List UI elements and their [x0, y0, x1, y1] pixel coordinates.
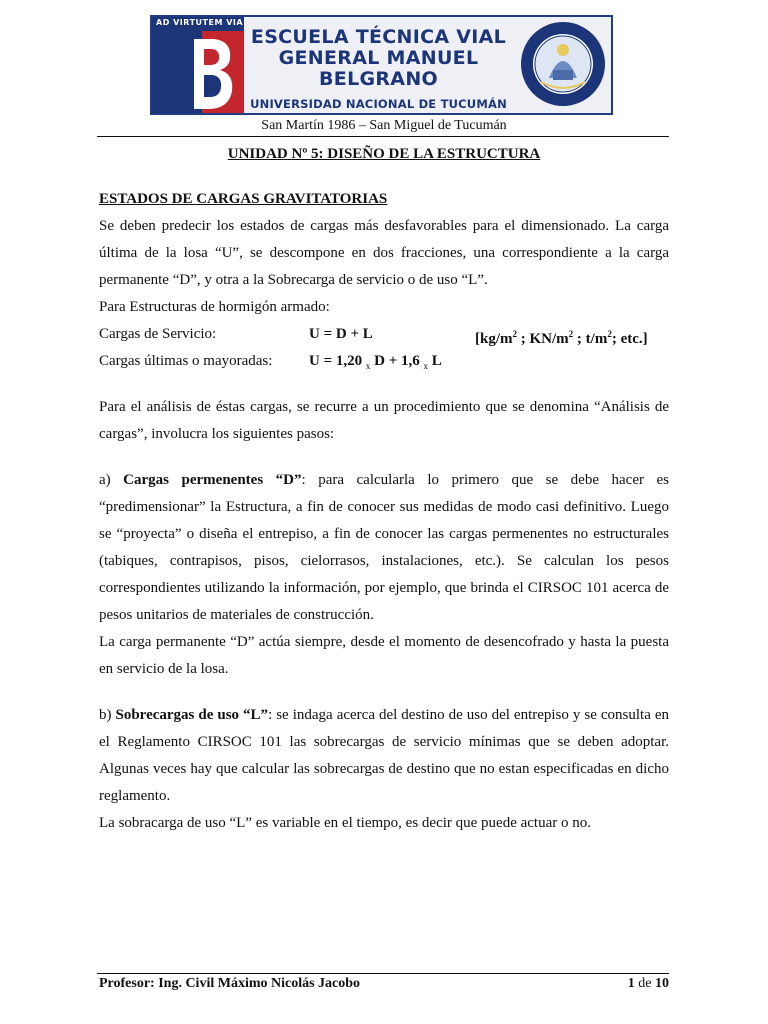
unit-title: UNIDAD Nº 5: DISEÑO DE LA ESTRUCTURA: [227, 146, 541, 162]
school-banner: [150, 15, 613, 115]
item-a-heading: Cargas permenentes “D”: [123, 472, 302, 488]
page-total: 10: [655, 976, 669, 991]
banner-title-line-2: GENERAL MANUEL: [278, 47, 479, 69]
school-logo-icon: [152, 17, 244, 113]
service-loads-formula: U = D + L: [309, 326, 373, 342]
item-a-note: La carga permanente “D” actúa siempre, desde el momento de desencofrado y hasta la puesta en servicio de la losa.: [99, 634, 669, 677]
banner-motto: AD VIRTUTEM VIA: [156, 18, 244, 27]
ultimate-loads-label: Cargas últimas o mayoradas:: [99, 353, 273, 369]
analysis-paragraph: Para el análisis de éstas cargas, se recurre a un procedimiento que se denomina “Análisis de cargas”, involucra los siguientes pasos:: [99, 399, 669, 442]
item-a-text: : para calcularla lo primero que se debe hacer es “predimensionar” la Estructura, a fin de conocer sus medidas de modo casi definitivo. Luego se “proyecta” o diseña el entrepiso, a fin de conocer las cargas permenentes no estructurales (tabiques, contrapisos, pisos, cielorrasos, instalaciones, etc.). Se calculan los pesos correspondientes utilizando la información, por ejemplo, que brinda el CIRSOC 101 acerca de pesos unitarios de materiales de construcción.: [99, 472, 669, 623]
footer-professor: Profesor: Ing. Civil Máximo Nicolás Jacobo: [99, 976, 361, 991]
item-a-prefix: a): [99, 472, 124, 488]
concrete-structures-line: Para Estructuras de hormigón armado:: [99, 299, 330, 315]
ultimate-loads-formula: U = 1,20 $_x$ D + 1,6 $_x$ L: [309, 353, 442, 371]
page-of: de: [638, 976, 652, 991]
ultimate-loads-row: [99, 348, 669, 375]
footer-divider: [97, 973, 669, 974]
service-loads-row: [99, 321, 669, 348]
service-loads-label: Cargas de Servicio:: [99, 326, 217, 342]
banner-title-line-3: BELGRANO: [319, 68, 438, 90]
item-b-heading: Sobrecargas de uso “L”: [115, 707, 269, 723]
item-a-paragraph: [99, 467, 669, 629]
load-units: [$kg/m^2$ ; $KN/m^2$ ; $t/m^2$; etc.]: [475, 329, 648, 347]
section-title: ESTADOS DE CARGAS GRAVITATORIAS: [99, 191, 388, 207]
intro-paragraph: Se deben predecir los estados de cargas más desfavorables para el dimensionado. La carga última de la losa “U”, se descompone en dos fracciones, una correspondiente a la carga permanente “D”, y otra a la Sobrecarga de servicio o de uso “L”.: [99, 218, 669, 288]
item-b-paragraph: [99, 702, 669, 810]
item-b-prefix: b): [99, 707, 116, 723]
page-current: 1: [627, 976, 635, 991]
item-b-note: La sobracarga de uso “L” es variable en el tiempo, es decir que puede actuar o no.: [99, 815, 592, 831]
banner-title: [244, 27, 513, 90]
university-seal-icon: [519, 20, 607, 108]
header-divider: [97, 136, 669, 137]
banner-subtitle: UNIVERSIDAD NACIONAL DE TUCUMÁN: [250, 97, 507, 111]
page-number: [628, 976, 669, 992]
item-b-text: : se indaga acerca del destino de uso del entrepiso y se consulta en el Reglamento CIRSOC 101 las sobrecargas de servicio mínimas que se deben adoptar. Algunas veces hay que calcular las sobrecargas de destino que no estan especificadas en dicho reglamento.: [99, 707, 670, 804]
banner-title-line-1: ESCUELA TÉCNICA VIAL: [250, 26, 507, 48]
document-body: [99, 186, 669, 837]
school-address: San Martín 1986 – San Miguel de Tucumán: [261, 118, 507, 133]
